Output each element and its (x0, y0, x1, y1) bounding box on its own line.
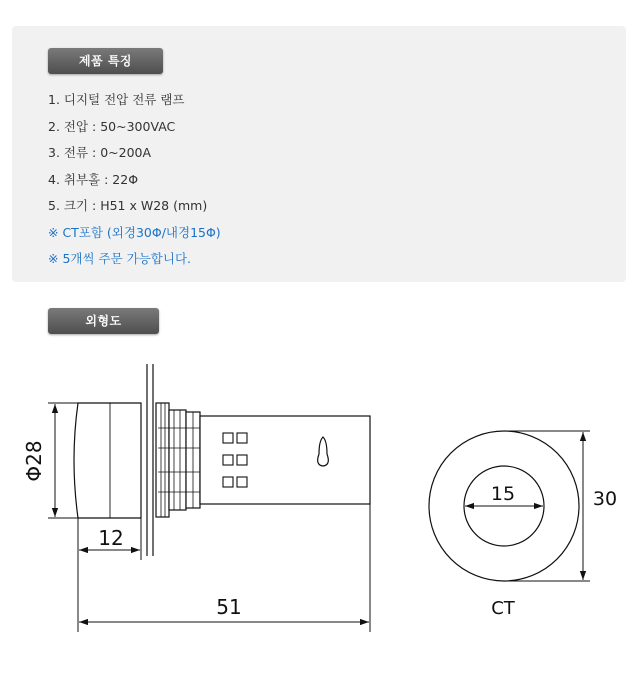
feature-list (48, 90, 221, 276)
total-length-label: 51 (216, 595, 242, 619)
mounting-nut (156, 403, 169, 517)
features-title-badge: 제품 특징 (48, 48, 163, 74)
feature-item: 2. 전압 : 50~300VAC (48, 118, 176, 134)
feature-item: 4. 취부홀 : 22Φ (48, 171, 139, 187)
feature-note: ※ 5개씩 주문 가능합니다. (48, 251, 191, 266)
outline-title-badge: 외형도 (48, 308, 159, 334)
feature-note: ※ CT포함 (외경30Φ/내경15Φ) (48, 224, 221, 240)
lamp-front-cap (74, 403, 141, 518)
outline-drawing (0, 340, 640, 688)
feature-item: 5. 크기 : H51 x W28 (mm) (48, 198, 208, 213)
diameter-label: Φ28 (22, 440, 46, 482)
feature-item: 3. 전류 : 0~200A (48, 145, 152, 160)
ct-front-view (429, 431, 590, 581)
front-depth-label: 12 (98, 526, 124, 550)
ct-inner-label: 15 (490, 483, 516, 505)
ct-outer-label: 30 (592, 488, 618, 510)
ct-caption: CT (491, 598, 515, 619)
feature-item: 1. 디지털 전압 전류 램프 (48, 92, 185, 107)
